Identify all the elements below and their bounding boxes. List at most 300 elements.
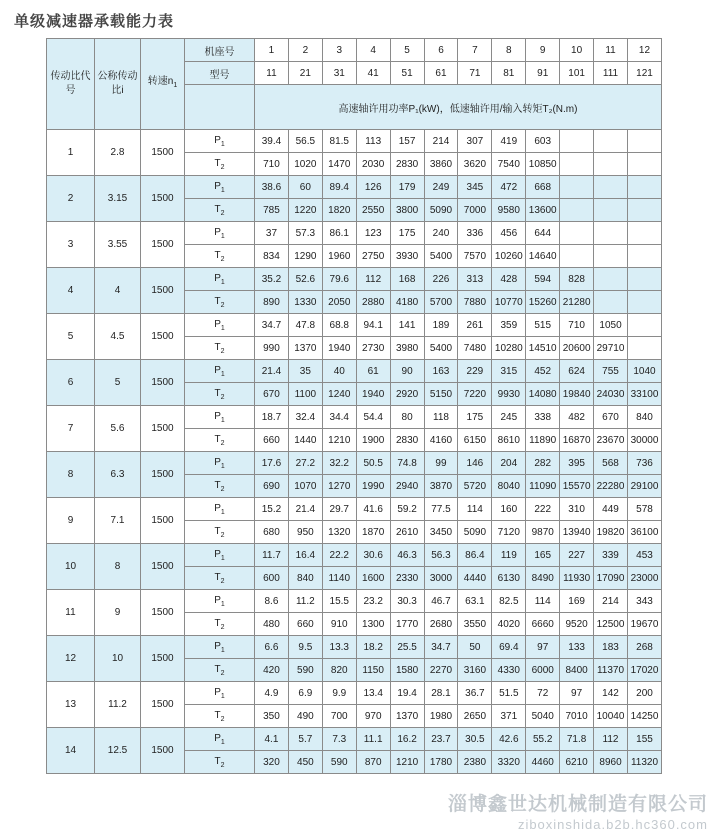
frame-number-cell: 6 [424, 39, 458, 62]
torque-value-cell: 1150 [356, 659, 390, 682]
power-label-cell [185, 544, 255, 567]
torque-value-cell: 490 [288, 705, 322, 728]
power-value-cell: 13.4 [356, 682, 390, 705]
torque-value-cell [594, 153, 628, 176]
power-value-cell: 16.4 [288, 544, 322, 567]
power-value-cell: 86.4 [458, 544, 492, 567]
torque-value-cell: 6150 [458, 429, 492, 452]
page-title: 单级减速器承载能力表 [14, 13, 175, 30]
torque-value-cell: 1300 [356, 613, 390, 636]
speed-cell: 1500 [141, 130, 185, 176]
ratio-code-cell: 13 [47, 682, 95, 728]
power-value-cell: 307 [458, 130, 492, 153]
frame-number-cell: 11 [594, 39, 628, 62]
power-value-cell: 644 [526, 222, 560, 245]
table-row [47, 360, 662, 383]
power-value-cell: 160 [492, 498, 526, 521]
table-row [47, 728, 662, 751]
power-label-cell [185, 222, 255, 245]
ratio-code-cell: 1 [47, 130, 95, 176]
power-value-cell: 18.7 [255, 406, 289, 429]
frame-number-cell: 5 [390, 39, 424, 62]
power-value-cell: 183 [594, 636, 628, 659]
torque-value-cell [560, 199, 594, 222]
power-value-cell: 32.2 [322, 452, 356, 475]
power-value-cell: 50.5 [356, 452, 390, 475]
torque-value-cell: 2880 [356, 291, 390, 314]
row-symbol: P [214, 456, 221, 468]
torque-value-cell: 16870 [560, 429, 594, 452]
power-value-cell: 113 [356, 130, 390, 153]
row-symbol-sub: 1 [220, 324, 225, 332]
power-value-cell: 55.2 [526, 728, 560, 751]
torque-value-cell: 950 [288, 521, 322, 544]
power-label-cell [185, 498, 255, 521]
torque-value-cell: 840 [288, 567, 322, 590]
power-value-cell: 482 [560, 406, 594, 429]
ratio-code-cell: 8 [47, 452, 95, 498]
torque-value-cell: 7880 [458, 291, 492, 314]
power-value-cell: 36.7 [458, 682, 492, 705]
torque-value-cell: 7220 [458, 383, 492, 406]
row-symbol: P [214, 548, 221, 560]
power-value-cell: 310 [560, 498, 594, 521]
table-row [47, 636, 662, 659]
speed-cell: 1500 [141, 222, 185, 268]
torque-value-cell: 2030 [356, 153, 390, 176]
row-symbol-sub: 1 [220, 738, 225, 746]
model-number-cell: 101 [560, 62, 594, 85]
torque-value-cell: 2940 [390, 475, 424, 498]
power-value-cell: 46.7 [424, 590, 458, 613]
row-symbol-sub: 2 [220, 485, 225, 493]
capacity-table [46, 38, 662, 774]
torque-value-cell: 19840 [560, 383, 594, 406]
model-number-cell: 91 [526, 62, 560, 85]
row-symbol-sub: 2 [220, 715, 225, 723]
row-symbol-sub: 2 [220, 393, 225, 401]
table-row [47, 222, 662, 245]
header-speed-sub: 1 [173, 82, 178, 89]
torque-label-cell [185, 659, 255, 682]
torque-value-cell: 5040 [526, 705, 560, 728]
power-value-cell: 249 [424, 176, 458, 199]
torque-value-cell: 3800 [390, 199, 424, 222]
torque-value-cell: 5090 [424, 199, 458, 222]
power-value-cell: 189 [424, 314, 458, 337]
row-symbol: T [214, 295, 221, 307]
torque-value-cell: 870 [356, 751, 390, 774]
ratio-code-cell: 2 [47, 176, 95, 222]
torque-value-cell: 1440 [288, 429, 322, 452]
power-value-cell: 755 [594, 360, 628, 383]
torque-value-cell: 350 [255, 705, 289, 728]
speed-cell: 1500 [141, 682, 185, 728]
model-number-cell: 121 [627, 62, 661, 85]
torque-value-cell: 19670 [627, 613, 661, 636]
row-symbol: T [214, 157, 221, 169]
power-label-cell [185, 728, 255, 751]
torque-value-cell: 10770 [492, 291, 526, 314]
torque-value-cell: 11320 [627, 751, 661, 774]
torque-value-cell: 990 [255, 337, 289, 360]
torque-value-cell: 320 [255, 751, 289, 774]
torque-value-cell: 13600 [526, 199, 560, 222]
power-value-cell: 282 [526, 452, 560, 475]
power-value-cell: 89.4 [322, 176, 356, 199]
table-row [47, 498, 662, 521]
torque-value-cell: 5700 [424, 291, 458, 314]
frame-number-cell: 9 [526, 39, 560, 62]
row-symbol-sub: 1 [220, 508, 225, 516]
torque-value-cell: 7010 [560, 705, 594, 728]
torque-value-cell: 7570 [458, 245, 492, 268]
power-value-cell: 68.8 [322, 314, 356, 337]
power-label-cell [185, 590, 255, 613]
nominal-ratio-cell: 5.6 [95, 406, 141, 452]
table-row [47, 314, 662, 337]
torque-value-cell: 8040 [492, 475, 526, 498]
torque-value-cell: 590 [322, 751, 356, 774]
torque-value-cell: 2050 [322, 291, 356, 314]
model-number-cell: 51 [390, 62, 424, 85]
speed-cell: 1500 [141, 590, 185, 636]
speed-cell: 1500 [141, 498, 185, 544]
watermark-company: 淄博鑫世达机械制造有限公司 [447, 794, 708, 815]
power-value-cell: 359 [492, 314, 526, 337]
row-symbol: P [214, 180, 221, 192]
power-value-cell: 23.7 [424, 728, 458, 751]
torque-value-cell: 690 [255, 475, 289, 498]
torque-value-cell: 2610 [390, 521, 424, 544]
power-value-cell: 37 [255, 222, 289, 245]
torque-value-cell: 1770 [390, 613, 424, 636]
frame-number-cell: 2 [288, 39, 322, 62]
nominal-ratio-cell: 10 [95, 636, 141, 682]
torque-value-cell: 2750 [356, 245, 390, 268]
power-value-cell: 21.4 [288, 498, 322, 521]
power-value-cell: 97 [560, 682, 594, 705]
torque-value-cell [627, 337, 661, 360]
row-symbol: T [214, 663, 221, 675]
row-symbol: P [214, 410, 221, 422]
power-value-cell: 222 [526, 498, 560, 521]
row-symbol-sub: 2 [220, 531, 225, 539]
power-value-cell: 515 [526, 314, 560, 337]
torque-value-cell: 11890 [526, 429, 560, 452]
row-symbol-sub: 1 [220, 232, 225, 240]
speed-cell: 1500 [141, 268, 185, 314]
power-value-cell: 25.5 [390, 636, 424, 659]
table-row [47, 268, 662, 291]
power-value-cell [627, 222, 661, 245]
torque-value-cell: 1140 [322, 567, 356, 590]
power-value-cell: 40 [322, 360, 356, 383]
row-symbol-sub: 1 [220, 370, 225, 378]
header-blank-cell [185, 85, 255, 130]
ratio-code-cell: 4 [47, 268, 95, 314]
torque-value-cell: 4020 [492, 613, 526, 636]
torque-value-cell: 6000 [526, 659, 560, 682]
torque-value-cell: 2730 [356, 337, 390, 360]
power-value-cell: 74.8 [390, 452, 424, 475]
torque-value-cell: 3870 [424, 475, 458, 498]
torque-value-cell: 2330 [390, 567, 424, 590]
power-value-cell: 29.7 [322, 498, 356, 521]
power-value-cell: 6.9 [288, 682, 322, 705]
torque-value-cell: 7540 [492, 153, 526, 176]
torque-label-cell [185, 521, 255, 544]
torque-value-cell: 660 [255, 429, 289, 452]
power-value-cell: 7.3 [322, 728, 356, 751]
header-note: 高速轴许用功率P₁(kW)，低速轴许用/输入转矩T₂(N.m) [255, 85, 662, 130]
power-value-cell: 603 [526, 130, 560, 153]
power-value-cell: 395 [560, 452, 594, 475]
torque-value-cell [560, 153, 594, 176]
torque-value-cell: 15570 [560, 475, 594, 498]
speed-cell: 1500 [141, 360, 185, 406]
torque-value-cell: 21280 [560, 291, 594, 314]
power-value-cell: 71.8 [560, 728, 594, 751]
power-value-cell: 4.9 [255, 682, 289, 705]
power-value-cell: 114 [458, 498, 492, 521]
torque-value-cell [627, 153, 661, 176]
power-value-cell: 56.5 [288, 130, 322, 153]
speed-cell: 1500 [141, 452, 185, 498]
power-value-cell: 840 [627, 406, 661, 429]
power-value-cell: 472 [492, 176, 526, 199]
nominal-ratio-cell: 2.8 [95, 130, 141, 176]
torque-label-cell [185, 337, 255, 360]
power-value-cell [627, 314, 661, 337]
power-value-cell: 28.1 [424, 682, 458, 705]
row-symbol: P [214, 594, 221, 606]
power-value-cell: 204 [492, 452, 526, 475]
power-value-cell: 16.2 [390, 728, 424, 751]
torque-value-cell: 2830 [390, 153, 424, 176]
ratio-code-cell: 14 [47, 728, 95, 774]
power-value-cell: 54.4 [356, 406, 390, 429]
torque-value-cell: 1370 [288, 337, 322, 360]
torque-value-cell: 2380 [458, 751, 492, 774]
power-value-cell: 86.1 [322, 222, 356, 245]
speed-cell: 1500 [141, 636, 185, 682]
frame-number-cell: 3 [322, 39, 356, 62]
row-symbol-sub: 2 [220, 255, 225, 263]
power-value-cell: 419 [492, 130, 526, 153]
power-value-cell: 155 [627, 728, 661, 751]
torque-value-cell: 3450 [424, 521, 458, 544]
torque-value-cell: 2680 [424, 613, 458, 636]
power-value-cell: 5.7 [288, 728, 322, 751]
torque-value-cell: 1100 [288, 383, 322, 406]
frame-number-cell: 1 [255, 39, 289, 62]
ratio-code-cell: 5 [47, 314, 95, 360]
power-value-cell: 81.5 [322, 130, 356, 153]
torque-label-cell [185, 153, 255, 176]
row-symbol-sub: 1 [220, 186, 225, 194]
row-symbol: P [214, 226, 221, 238]
power-value-cell: 214 [594, 590, 628, 613]
power-value-cell: 22.2 [322, 544, 356, 567]
model-number-cell: 61 [424, 62, 458, 85]
torque-value-cell: 5720 [458, 475, 492, 498]
power-value-cell: 59.2 [390, 498, 424, 521]
torque-value-cell: 1210 [322, 429, 356, 452]
torque-value-cell [627, 291, 661, 314]
frame-number-cell: 10 [560, 39, 594, 62]
power-value-cell: 9.5 [288, 636, 322, 659]
frame-number-cell: 12 [627, 39, 661, 62]
frame-number-cell: 8 [492, 39, 526, 62]
row-symbol: T [214, 249, 221, 261]
power-value-cell: 57.3 [288, 222, 322, 245]
power-value-cell: 47.8 [288, 314, 322, 337]
power-value-cell: 179 [390, 176, 424, 199]
power-value-cell: 227 [560, 544, 594, 567]
torque-label-cell [185, 475, 255, 498]
torque-value-cell: 600 [255, 567, 289, 590]
torque-value-cell: 970 [356, 705, 390, 728]
table-row [47, 590, 662, 613]
power-value-cell: 63.1 [458, 590, 492, 613]
torque-value-cell: 14640 [526, 245, 560, 268]
power-value-cell: 670 [594, 406, 628, 429]
torque-value-cell: 2830 [390, 429, 424, 452]
power-value-cell: 165 [526, 544, 560, 567]
torque-label-cell [185, 705, 255, 728]
torque-value-cell: 834 [255, 245, 289, 268]
torque-value-cell: 20600 [560, 337, 594, 360]
torque-value-cell: 1580 [390, 659, 424, 682]
header-row-frame [47, 39, 662, 62]
power-value-cell: 8.6 [255, 590, 289, 613]
frame-label: 机座号 [185, 39, 255, 62]
torque-value-cell: 6130 [492, 567, 526, 590]
model-number-cell: 11 [255, 62, 289, 85]
power-value-cell: 30.6 [356, 544, 390, 567]
model-label: 型号 [185, 62, 255, 85]
power-value-cell: 175 [390, 222, 424, 245]
power-value-cell [594, 222, 628, 245]
torque-value-cell: 2270 [424, 659, 458, 682]
model-number-cell: 111 [594, 62, 628, 85]
power-value-cell: 338 [526, 406, 560, 429]
torque-label-cell [185, 291, 255, 314]
torque-value-cell: 1600 [356, 567, 390, 590]
power-label-cell [185, 406, 255, 429]
torque-value-cell: 4440 [458, 567, 492, 590]
row-symbol: P [214, 732, 221, 744]
torque-value-cell: 3860 [424, 153, 458, 176]
torque-value-cell: 1240 [322, 383, 356, 406]
power-value-cell: 80 [390, 406, 424, 429]
row-symbol-sub: 1 [220, 600, 225, 608]
torque-value-cell: 680 [255, 521, 289, 544]
row-symbol-sub: 2 [220, 623, 225, 631]
power-value-cell: 114 [526, 590, 560, 613]
speed-cell: 1500 [141, 176, 185, 222]
row-symbol: T [214, 387, 221, 399]
power-value-cell: 30.5 [458, 728, 492, 751]
row-symbol: T [214, 571, 221, 583]
power-value-cell: 94.1 [356, 314, 390, 337]
power-value-cell: 313 [458, 268, 492, 291]
torque-value-cell [594, 245, 628, 268]
torque-value-cell: 660 [288, 613, 322, 636]
power-value-cell: 226 [424, 268, 458, 291]
row-symbol: T [214, 755, 221, 767]
power-value-cell: 39.4 [255, 130, 289, 153]
power-value-cell: 21.4 [255, 360, 289, 383]
power-value-cell: 157 [390, 130, 424, 153]
table-body [47, 39, 662, 774]
speed-cell: 1500 [141, 406, 185, 452]
power-value-cell: 200 [627, 682, 661, 705]
torque-value-cell: 15260 [526, 291, 560, 314]
power-value-cell [560, 176, 594, 199]
power-value-cell: 339 [594, 544, 628, 567]
torque-value-cell: 4180 [390, 291, 424, 314]
torque-value-cell: 9870 [526, 521, 560, 544]
speed-cell: 1500 [141, 544, 185, 590]
row-symbol-sub: 1 [220, 416, 225, 424]
speed-cell: 1500 [141, 728, 185, 774]
row-symbol-sub: 2 [220, 209, 225, 217]
torque-value-cell: 890 [255, 291, 289, 314]
power-value-cell: 17.6 [255, 452, 289, 475]
torque-value-cell: 3980 [390, 337, 424, 360]
torque-value-cell: 1020 [288, 153, 322, 176]
torque-value-cell: 3320 [492, 751, 526, 774]
power-value-cell: 90 [390, 360, 424, 383]
power-value-cell: 15.2 [255, 498, 289, 521]
nominal-ratio-cell: 5 [95, 360, 141, 406]
power-value-cell: 15.5 [322, 590, 356, 613]
power-value-cell: 118 [424, 406, 458, 429]
power-value-cell: 82.5 [492, 590, 526, 613]
header-nominal-ratio: 公称传动比i [95, 39, 141, 130]
header-speed [141, 39, 185, 130]
torque-value-cell: 1210 [390, 751, 424, 774]
torque-value-cell: 785 [255, 199, 289, 222]
power-value-cell: 456 [492, 222, 526, 245]
torque-value-cell: 17090 [594, 567, 628, 590]
power-value-cell: 123 [356, 222, 390, 245]
row-symbol-sub: 2 [220, 577, 225, 585]
torque-label-cell [185, 383, 255, 406]
power-value-cell: 61 [356, 360, 390, 383]
power-value-cell: 56.3 [424, 544, 458, 567]
power-value-cell: 50 [458, 636, 492, 659]
row-symbol: P [214, 318, 221, 330]
power-value-cell: 1040 [627, 360, 661, 383]
ratio-code-cell: 3 [47, 222, 95, 268]
torque-value-cell: 13940 [560, 521, 594, 544]
power-value-cell [560, 222, 594, 245]
power-value-cell: 35 [288, 360, 322, 383]
power-value-cell: 60 [288, 176, 322, 199]
torque-value-cell: 8960 [594, 751, 628, 774]
model-number-cell: 31 [322, 62, 356, 85]
nominal-ratio-cell: 7.1 [95, 498, 141, 544]
torque-value-cell: 11090 [526, 475, 560, 498]
power-value-cell: 34.7 [424, 636, 458, 659]
speed-cell: 1500 [141, 314, 185, 360]
torque-value-cell [627, 199, 661, 222]
power-value-cell [627, 268, 661, 291]
power-value-cell: 126 [356, 176, 390, 199]
